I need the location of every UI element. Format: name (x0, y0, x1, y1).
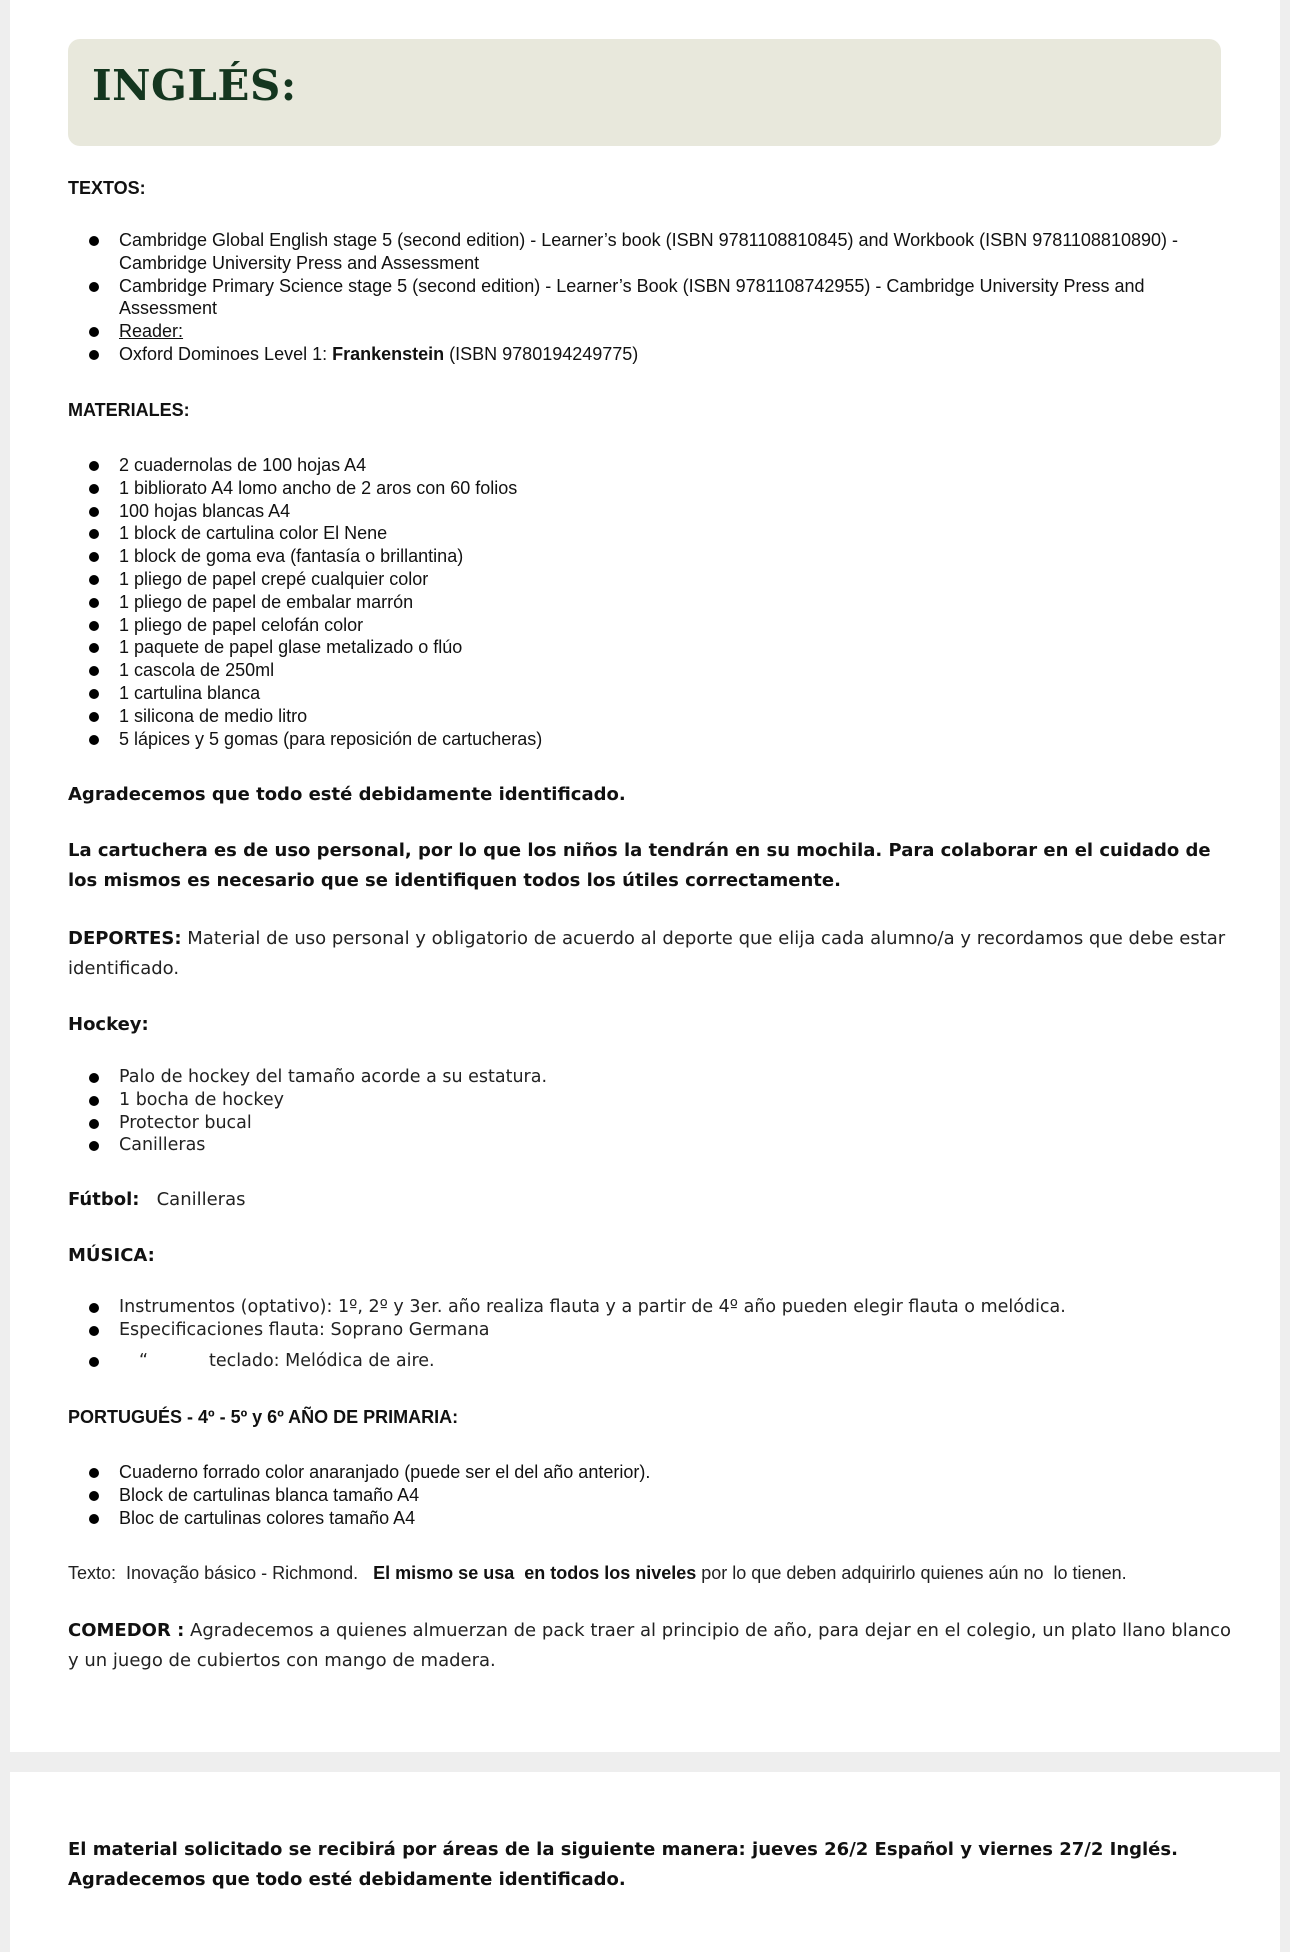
list-item: Block de cartulinas blanca tamaño A4 (68, 1484, 1168, 1507)
comedor-label: COMEDOR : (68, 1620, 185, 1641)
list-item: 100 hojas blancas A4 (68, 500, 1168, 523)
identificado-note: Agradecemos que todo esté debidamente identificado. (68, 784, 626, 805)
list-item: 1 silicona de medio litro (68, 705, 1168, 728)
list-item: Cambridge Primary Science stage 5 (second edition) - Learner’s Book (ISBN 9781108742955) - Cambridge University Press and Assessment (68, 275, 1238, 321)
hockey-list (68, 1066, 1168, 1157)
musica-list (68, 1296, 1188, 1372)
materiales-heading: MATERIALES: (68, 400, 190, 420)
list-item: Palo de hockey del tamaño acorde a su estatura. (68, 1066, 1168, 1089)
list-item: Especificaciones flauta: Soprano Germana (68, 1319, 1188, 1342)
futbol-paragraph: Fútbol: Canilleras (68, 1189, 246, 1210)
list-item: 1 block de cartulina color El Nene (68, 522, 1168, 545)
list-item: 1 paquete de papel glase metalizado o flúo (68, 636, 1168, 659)
list-item: 2 cuadernolas de 100 hojas A4 (68, 454, 1168, 477)
ditto-mark: “ (139, 1350, 149, 1371)
textos-heading: TEXTOS: (68, 178, 146, 198)
textos-list (68, 229, 1238, 366)
list-item: Cuaderno forrado color anaranjado (puede ser el del año anterior). (68, 1461, 1168, 1484)
list-item: Canilleras (68, 1134, 1168, 1157)
musica-heading: MÚSICA: (68, 1245, 155, 1266)
list-item: Oxford Dominoes Level 1: Frankenstein (ISBN 9780194249775) (68, 343, 1238, 366)
list-item: 1 pliego de papel celofán color (68, 614, 1168, 637)
hockey-heading: Hockey: (68, 1014, 149, 1035)
list-item: 1 cascola de 250ml (68, 659, 1168, 682)
cartuchera-note: La cartuchera es de uso personal, por lo que los niños la tendrán en su mochila. Para colaborar en el cuidado de los mismos es necesario que se identifiquen todos los útiles correctamente. (68, 840, 1211, 891)
document-page-2 (10, 1772, 1280, 1952)
book-title: Frankenstein (332, 343, 445, 364)
document-page-1 (10, 0, 1280, 1752)
list-item: 1 pliego de papel crepé cualquier color (68, 568, 1168, 591)
entrega-line: El material solicitado se recibirá por áreas de la siguiente manera: jueves 26/2 Español y viernes 27/2 Inglés. (68, 1839, 1178, 1860)
list-item: Instrumentos (optativo): 1º, 2º y 3er. año realiza flauta y a partir de 4º año pueden elegir flauta o melódica. (68, 1296, 1188, 1319)
list-item (68, 320, 1238, 343)
identificado-reminder: Agradecemos que todo esté debidamente identificado. (68, 1869, 626, 1890)
list-item: 1 bibliorato A4 lomo ancho de 2 aros con 60 folios (68, 477, 1168, 500)
portugues-heading: PORTUGUÉS - 4º - 5º y 6º AÑO DE PRIMARIA: (68, 1407, 459, 1427)
materiales-list (68, 454, 1168, 750)
deportes-label: DEPORTES: (68, 928, 182, 949)
list-item: Cambridge Global English stage 5 (second edition) - Learner’s book (ISBN 9781108810845) and Workbook (ISBN 9781108810890) - Cambridge University Press and Assessment (68, 229, 1238, 275)
list-item: 1 pliego de papel de embalar marrón (68, 591, 1168, 614)
list-item: 1 block de goma eva (fantasía o brillantina) (68, 545, 1168, 568)
portugues-list (68, 1461, 1168, 1529)
teclado-spec: teclado: Melódica de aire. (209, 1350, 435, 1371)
list-item: Bloc de cartulinas colores tamaño A4 (68, 1507, 1168, 1530)
futbol-label: Fútbol: (68, 1189, 140, 1210)
portugues-texto: Texto: Inovação básico - Richmond. El mismo se usa en todos los niveles por lo que deben adquirirlo quienes aún no lo tienen. (68, 1563, 1127, 1583)
reader-label: Reader: (119, 321, 184, 342)
list-item: 1 cartulina blanca (68, 682, 1168, 705)
list-item: 1 bocha de hockey (68, 1089, 1168, 1112)
comedor-paragraph: COMEDOR : Agradecemos a quienes almuerzan de pack traer al principio de año, para dejar en el colegio, un plato llano blanco y un juego de cubiertos con mango de madera. (68, 1620, 1232, 1671)
page-title: INGLÉS: (92, 61, 297, 110)
list-item: 5 lápices y 5 gomas (para reposición de cartucheras) (68, 728, 1168, 751)
section-header-band (68, 39, 1221, 146)
deportes-paragraph: DEPORTES: Material de uso personal y obligatorio de acuerdo al deporte que elija cada alumno/a y recordamos que debe estar identificado. (68, 928, 1226, 979)
portugues-texto-emphasis: El mismo se usa en todos los niveles (373, 1563, 697, 1583)
list-item: Protector bucal (68, 1112, 1168, 1135)
list-item (68, 1350, 1188, 1373)
